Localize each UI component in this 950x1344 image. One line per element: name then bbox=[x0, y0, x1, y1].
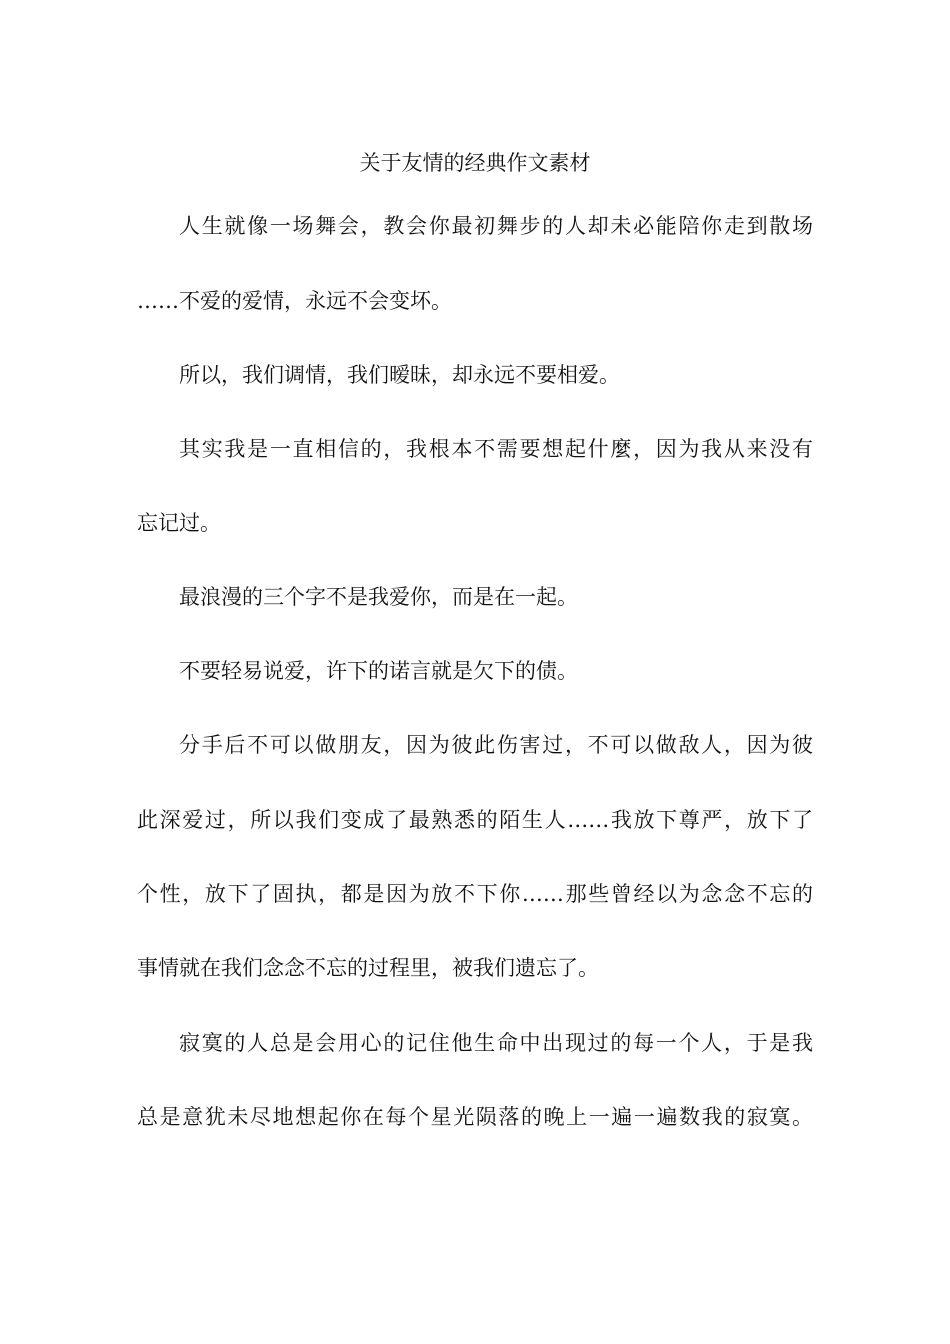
paragraph-2-line-1: 所以，我们调情，我们暧昧，却永远不要相爱。 bbox=[179, 363, 620, 387]
paragraph-7-line-2: 总是意犹未尽地想起你在每个星光陨落的晚上一遍一遍数我的寂寞。 bbox=[137, 1105, 813, 1129]
paragraph-6-line-3: 个性，放下了固执，都是因为放不下你……那些曾经以为念念不忘的 bbox=[137, 882, 813, 906]
paragraph-7-line-1: 寂寞的人总是会用心的记住他生命中出现过的每一个人，于是我 bbox=[179, 1031, 813, 1055]
paragraph-6-line-4: 事情就在我们念念不忘的过程里，被我们遗忘了。 bbox=[137, 956, 599, 980]
paragraph-6-line-2: 此深爱过，所以我们变成了最熟悉的陌生人……我放下尊严，放下了 bbox=[137, 808, 813, 832]
paragraph-1-line-1: 人生就像一场舞会，教会你最初舞步的人却未必能陪你走到散场 bbox=[179, 214, 813, 238]
paragraph-4-line-1: 最浪漫的三个字不是我爱你，而是在一起。 bbox=[179, 585, 578, 609]
paragraph-6-line-1: 分手后不可以做朋友，因为彼此伤害过，不可以做敌人，因为彼 bbox=[179, 733, 813, 757]
paragraph-3-line-2: 忘记过。 bbox=[137, 511, 221, 535]
paragraph-5-line-1: 不要轻易说爱，许下的诺言就是欠下的债。 bbox=[179, 659, 578, 683]
document-title: 关于友情的经典作文素材 bbox=[359, 151, 591, 175]
paragraph-3-line-1: 其实我是一直相信的，我根本不需要想起什麼，因为我从来没有 bbox=[179, 437, 813, 461]
paragraph-1-line-2: ……不爱的爱情，永远不会变坏。 bbox=[137, 289, 452, 313]
